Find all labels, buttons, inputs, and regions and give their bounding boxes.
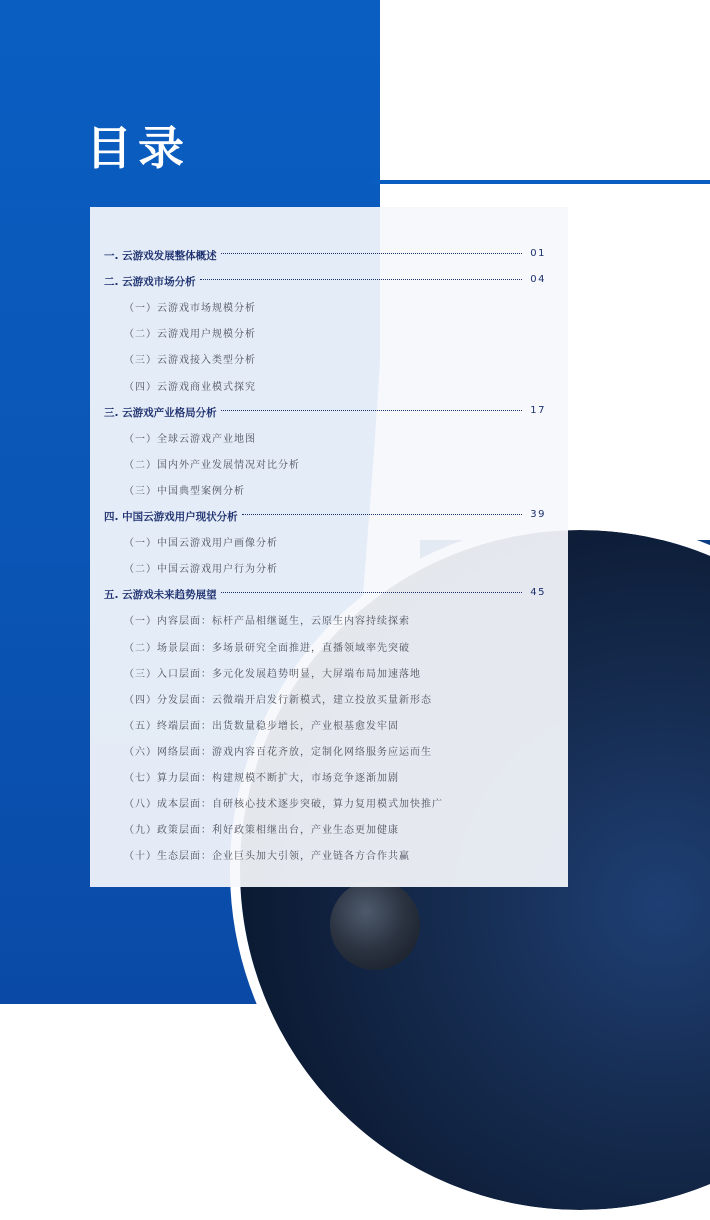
- toc-entry-label: 五. 云游戏未来趋势展望: [104, 589, 217, 602]
- toc-entry-label: （四）云游戏商业模式探究: [124, 381, 256, 393]
- toc-leader-dots: [221, 410, 522, 411]
- header-rule-line: [370, 180, 710, 184]
- toc-page-number: 45: [530, 587, 546, 599]
- toc-page-number: 39: [530, 509, 546, 520]
- toc-entry-label: （一）云游戏市场规模分析: [124, 303, 256, 315]
- toc-entry-label: 二. 云游戏市场分析: [104, 276, 196, 289]
- page-title: 目录: [86, 121, 190, 175]
- toc-subsection-entry[interactable]: [104, 322, 546, 344]
- toc-subsection-entry[interactable]: [104, 766, 546, 788]
- toc-entry-label: （八）成本层面：自研核心技术逐步突破，算力复用模式加快推广: [124, 799, 443, 811]
- toc-subsection-entry[interactable]: [104, 636, 546, 658]
- toc-subsection-entry[interactable]: [104, 453, 546, 475]
- toc-page-number: 17: [530, 404, 546, 416]
- toc-entry-label: （十）生态层面：企业巨头加大引领，产业链各方合作共赢: [124, 851, 410, 863]
- toc-leader-dots: [221, 592, 522, 593]
- toc-entry-label: 一. 云游戏发展整体概述: [104, 250, 217, 262]
- toc-subsection-entry[interactable]: [104, 531, 546, 553]
- toc-page-number: 04: [530, 274, 546, 286]
- toc-subsection-entry[interactable]: [104, 662, 546, 684]
- toc-subsection-entry[interactable]: [104, 296, 546, 318]
- toc-subsection-entry[interactable]: [104, 688, 546, 710]
- toc-leader-dots: [242, 514, 522, 515]
- toc-entry-label: （五）终端层面：出货数量稳步增长，产业根基愈发牢固: [124, 720, 399, 732]
- toc-entry-label: （一）中国云游戏用户画像分析: [124, 538, 278, 550]
- toc-entry-label: 三. 云游戏产业格局分析: [104, 406, 217, 419]
- toc-entry-label: （二）场景层面：多场景研究全面推进，直播领域率先突破: [124, 642, 410, 654]
- toc-entry-label: （二）云游戏用户规模分析: [124, 329, 256, 341]
- toc-entry-label: （七）算力层面：构建规模不断扩大，市场竞争逐渐加剧: [124, 773, 399, 784]
- toc-entry-label: （九）政策层面：利好政策相继出台，产业生态更加健康: [124, 825, 399, 837]
- toc-entry-label: （一）全球云游戏产业地图: [124, 433, 256, 445]
- toc-page-number: 01: [530, 248, 546, 259]
- toc-entry-label: （三）入口层面：多元化发展趋势明显，大屏端布局加速落地: [124, 668, 421, 680]
- toc-leader-dots: [200, 279, 522, 280]
- toc-subsection-entry[interactable]: [104, 557, 546, 579]
- toc-subsection-entry[interactable]: [104, 375, 546, 397]
- toc-section-entry[interactable]: [104, 583, 546, 605]
- toc-leader-dots: [221, 253, 522, 254]
- toc-subsection-entry[interactable]: [104, 427, 546, 449]
- toc-entry-label: （二）国内外产业发展情况对比分析: [124, 459, 300, 471]
- toc-subsection-entry[interactable]: [104, 714, 546, 736]
- toc-section-entry[interactable]: [104, 401, 546, 423]
- toc-entry-label: 四. 中国云游戏用户现状分析: [104, 511, 238, 523]
- toc-section-entry[interactable]: [104, 244, 546, 266]
- toc-entry-label: （三）云游戏接入类型分析: [124, 355, 256, 367]
- joystick-thumbstick: [330, 880, 420, 970]
- toc-subsection-entry[interactable]: [104, 792, 546, 814]
- toc-entry-label: （三）中国典型案例分析: [124, 485, 245, 497]
- toc-subsection-entry[interactable]: [104, 348, 546, 370]
- toc-section-entry[interactable]: [104, 270, 546, 292]
- toc-subsection-entry[interactable]: [104, 818, 546, 840]
- toc-entry-label: （四）分发层面：云微端开启发行新模式，建立投放买量新形态: [124, 694, 432, 706]
- toc-entry-label: （二）中国云游戏用户行为分析: [124, 564, 278, 576]
- toc-subsection-entry[interactable]: [104, 479, 546, 501]
- toc-subsection-entry[interactable]: [104, 609, 546, 631]
- toc-entry-label: （六）网络层面：游戏内容百花齐放，定制化网络服务应运而生: [124, 746, 432, 758]
- toc-entry-label: （一）内容层面：标杆产品相继诞生，云原生内容持续探索: [124, 616, 410, 628]
- toc-section-entry[interactable]: [104, 505, 546, 527]
- toc-subsection-entry[interactable]: [104, 740, 546, 762]
- toc-subsection-entry[interactable]: [104, 844, 546, 866]
